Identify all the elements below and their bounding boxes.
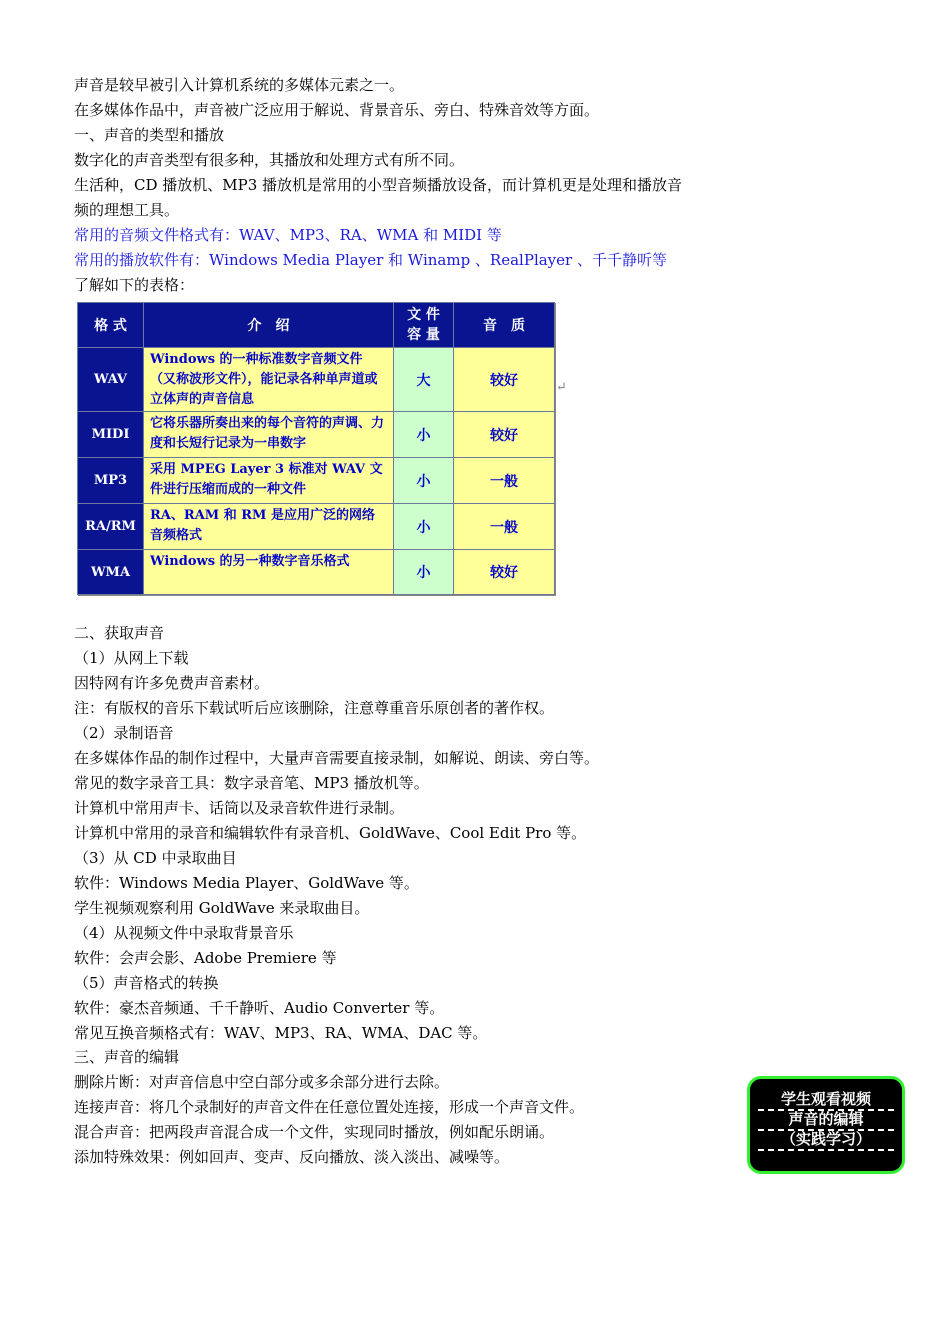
cell-format: MP3 bbox=[78, 458, 144, 504]
text-line: 了解如下的表格： bbox=[74, 276, 195, 294]
practice-badge bbox=[747, 1076, 905, 1174]
header-quality: 音 质 bbox=[454, 303, 555, 348]
cell-format: WMA bbox=[78, 550, 144, 595]
cell-quality: 一般 bbox=[454, 504, 555, 550]
text-line: 添加特殊效果：例如回声、变声、反向播放、淡入淡出、减噪等。 bbox=[74, 1148, 510, 1166]
software-list-line: 常用的播放软件有：Windows Media Player 和 Winamp 、RealPlayer 、千千静听等 bbox=[74, 251, 667, 269]
table-header-row bbox=[78, 303, 555, 348]
cell-description: 它将乐器所奏出来的每个音符的声调、力度和长短行记录为一串数字 bbox=[144, 412, 394, 458]
cell-description: Windows 的一种标准数字音频文件（又称波形文件），能记录各种单声道或立体声的声音信息 bbox=[144, 348, 394, 412]
cell-quality: 一般 bbox=[454, 458, 555, 504]
text-line: 在多媒体作品的制作过程中，大量声音需要直接录制，如解说、朗读、旁白等。 bbox=[74, 749, 600, 767]
cell-size: 小 bbox=[394, 412, 454, 458]
text-line: （3）从 CD 中录取曲目 bbox=[74, 849, 237, 867]
text-line: 混合声音：把两段声音混合成一个文件，实现同时播放，例如配乐朗诵。 bbox=[74, 1123, 555, 1141]
text-line: 学生视频观察利用 GoldWave 来录取曲目。 bbox=[74, 899, 370, 917]
format-list-line: 常用的音频文件格式有：WAV、MP3、RA、WMA 和 MIDI 等 bbox=[74, 226, 502, 244]
text-line: （1）从网上下载 bbox=[74, 649, 189, 667]
text-line: 软件：会声会影、Adobe Premiere 等 bbox=[74, 949, 337, 967]
text-line: 数字化的声音类型有很多种，其播放和处理方式有所不同。 bbox=[74, 151, 465, 169]
badge-line-2: 声音的编辑 bbox=[788, 1110, 864, 1128]
text-line: 常见互换音频格式有：WAV、MP3、RA、WMA、DAC 等。 bbox=[74, 1024, 488, 1042]
section-heading: 二、获取声音 bbox=[74, 624, 165, 642]
cell-quality: 较好 bbox=[454, 348, 555, 412]
cell-size: 小 bbox=[394, 458, 454, 504]
section-heading: 三、声音的编辑 bbox=[74, 1048, 180, 1066]
cell-format: MIDI bbox=[78, 412, 144, 458]
text-line: 因特网有许多免费声音素材。 bbox=[74, 674, 270, 692]
text-line: 删除片断：对声音信息中空白部分或多余部分进行去除。 bbox=[74, 1073, 450, 1091]
table-row bbox=[78, 412, 555, 458]
text-line: 生活种，CD 播放机、MP3 播放机是常用的小型音频播放设备，而计算机更是处理和播放音 bbox=[74, 176, 683, 194]
text-line: 注：有版权的音乐下载试听后应该删除，注意尊重音乐原创者的著作权。 bbox=[74, 699, 555, 717]
text-line: 频的理想工具。 bbox=[74, 201, 180, 219]
text-line: 计算机中常用声卡、话筒以及录音软件进行录制。 bbox=[74, 799, 405, 817]
cell-format: RA/RM bbox=[78, 504, 144, 550]
cell-description: RA、RAM 和 RM 是应用广泛的网络音频格式 bbox=[144, 504, 394, 550]
cell-description: 采用 MPEG Layer 3 标准对 WAV 文件进行压缩而成的一种文件 bbox=[144, 458, 394, 504]
cell-size: 小 bbox=[394, 504, 454, 550]
text-line: 连接声音：将几个录制好的声音文件在任意位置处连接，形成一个声音文件。 bbox=[74, 1098, 585, 1116]
section-heading: 一、声音的类型和播放 bbox=[74, 126, 225, 144]
table-row bbox=[78, 550, 555, 595]
cell-description: Windows 的另一种数字音乐格式 bbox=[144, 550, 394, 595]
text-line: （4）从视频文件中录取背景音乐 bbox=[74, 924, 294, 942]
text-line: 声音是较早被引入计算机系统的多媒体元素之一。 bbox=[74, 76, 405, 94]
cell-quality: 较好 bbox=[454, 550, 555, 595]
audio-format-table bbox=[77, 302, 555, 595]
cell-size: 小 bbox=[394, 550, 454, 595]
table-row bbox=[78, 348, 555, 412]
cell-size: 大 bbox=[394, 348, 454, 412]
text-line: 软件：Windows Media Player、GoldWave 等。 bbox=[74, 874, 419, 892]
table-row bbox=[78, 458, 555, 504]
text-line: 软件：豪杰音频通、千千静听、Audio Converter 等。 bbox=[74, 999, 445, 1017]
text-line: 常见的数字录音工具：数字录音笔、MP3 播放机等。 bbox=[74, 774, 429, 792]
table-row bbox=[78, 504, 555, 550]
paragraph-mark-icon: ↵ bbox=[556, 380, 567, 395]
badge-line-1: 学生观看视频 bbox=[780, 1090, 871, 1108]
text-line: 计算机中常用的录音和编辑软件有录音机、GoldWave、Cool Edit Pro 等。 bbox=[74, 824, 587, 842]
badge-line-3: （实践学习） bbox=[780, 1130, 871, 1148]
header-description: 介 绍 bbox=[144, 303, 394, 348]
header-format: 格 式 bbox=[78, 303, 144, 348]
text-line: （2）录制语音 bbox=[74, 724, 174, 742]
text-line: 在多媒体作品中，声音被广泛应用于解说、背景音乐、旁白、特殊音效等方面。 bbox=[74, 101, 600, 119]
cell-format: WAV bbox=[78, 348, 144, 412]
header-size: 文 件 容 量 bbox=[394, 303, 454, 348]
cell-quality: 较好 bbox=[454, 412, 555, 458]
text-line: （5）声音格式的转换 bbox=[74, 974, 219, 992]
